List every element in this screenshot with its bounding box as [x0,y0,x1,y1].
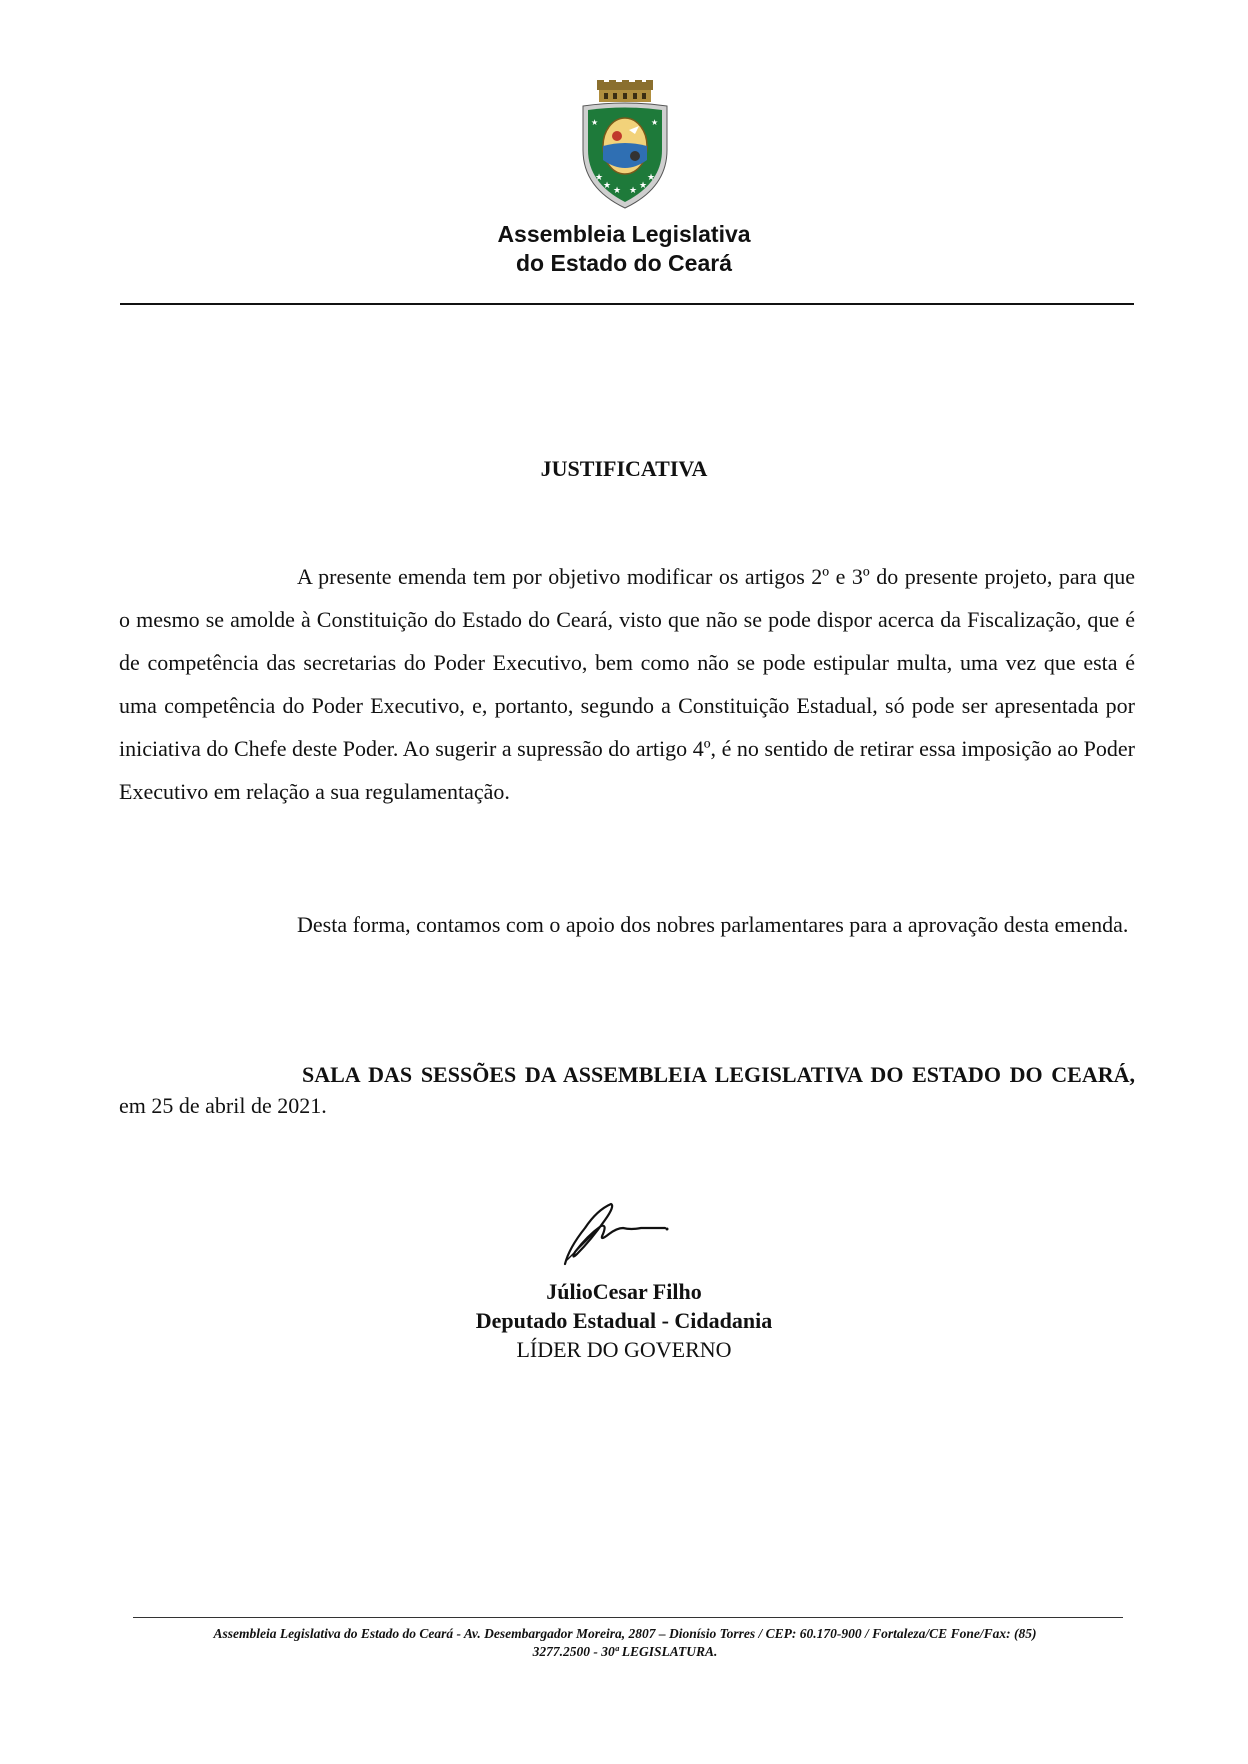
paragraph-2: Desta forma, contamos com o apoio dos nobres parlamentares para a aprovação desta emenda. [297,912,1129,937]
header-divider [120,303,1134,305]
signature-block [0,1277,1248,1364]
svg-text:★: ★ [613,186,622,196]
svg-text:★: ★ [603,181,612,191]
institution-name-line2: do Estado do Ceará [516,250,732,276]
ceara-coat-of-arms-icon [579,80,671,210]
footer-line2: 3277.2500 - 30ª LEGISLATURA. [532,1644,718,1659]
institution-name-line1: Assembleia Legislativa [497,221,751,247]
signer-position: LÍDER DO GOVERNO [516,1337,732,1362]
document-title: JUSTIFICATIVA [540,456,708,481]
closing-statement [119,1059,1135,1121]
institution-name [0,220,1248,278]
svg-text:★: ★ [639,181,648,191]
svg-text:★: ★ [647,173,656,183]
footer-line1: Assembleia Legislativa do Estado do Ceará - Av. Desembargador Moreira, 2807 – Dionísio Torres / CEP: 60.170-900 / Fortaleza/CE Fone/Fax: (85) [213,1626,1037,1641]
signer-role: Deputado Estadual - Cidadania [475,1308,773,1333]
closing-date: em 25 de abril de 2021. [119,1093,327,1118]
paragraph-1: A presente emenda tem por objetivo modificar os artigos 2º e 3º do presente projeto, para que o mesmo se amolde à Constituição do Estado do Ceará, visto que não se pode dispor acerca da Fiscalização, que é de competência das secretarias do Poder Executivo, bem como não se pode estipular multa, uma vez que esta é uma competência do Poder Executivo, e, portanto, segundo a Constituição Estadual, só pode ser apresentada por iniciativa do Chefe deste Poder. Ao sugerir a supressão do artigo 4º, é no sentido de retirar essa imposição ao Poder Executivo em relação a sua regulamentação. [119,564,1135,804]
svg-text:★: ★ [629,186,638,196]
handwritten-signature-icon [545,1198,675,1270]
closing-session-label: SALA DAS SESSÕES DA ASSEMBLEIA LEGISLATIVA DO ESTADO DO CEARÁ, [302,1062,1135,1087]
svg-text:★: ★ [651,118,659,127]
footer-divider [133,1617,1123,1618]
svg-text:★: ★ [595,173,604,183]
footer-address [125,1625,1125,1661]
signer-name: JúlioCesar Filho [546,1279,702,1304]
svg-text:★: ★ [591,118,599,127]
